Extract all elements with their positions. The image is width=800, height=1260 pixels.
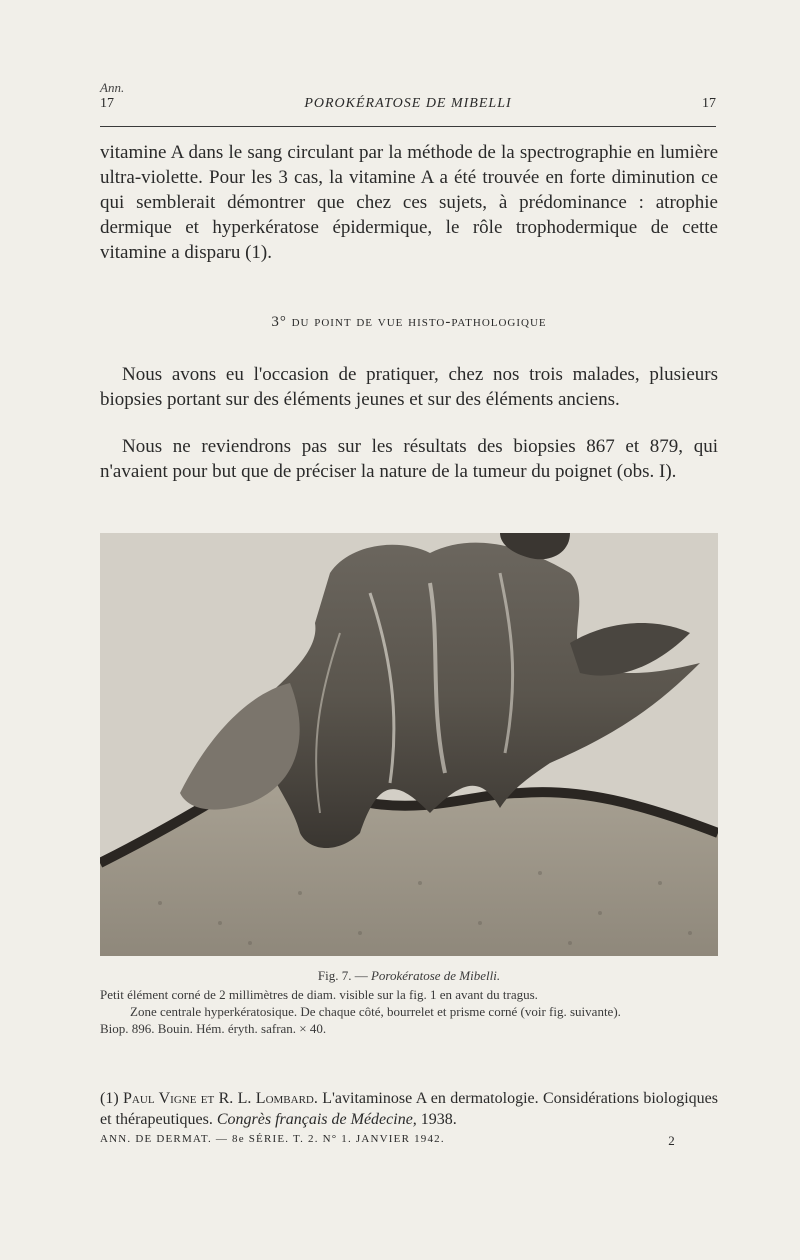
page-number-left: 17 [100,96,114,111]
footnote [100,1088,718,1130]
footer-signature: 2 [668,1133,676,1148]
figure-label: Fig. 7. — [317,968,368,983]
paragraph-3 [100,434,718,484]
figure-title: Porokératose de Mibelli. [370,968,501,983]
journal-abbrev: Ann. [100,80,125,95]
page-number-right: 17 [702,96,716,111]
running-header [100,96,716,120]
paragraph-1-text: vitamine A dans le sang circulant par la méthode de la spectrographie en lumière ultra-violette. Pour les 3 cas, la vitamine A a été trouvée en forte diminution ce qui semblerait démontrer que chez ces sujets, à prédominance : atrophie dermique et hyperkératose épidermique, le rôle trophodermique de cette vitamine a disparu (1). [100,142,718,263]
footnote-year: 1938. [420,1111,457,1128]
paragraph-2 [100,362,718,412]
section-heading: 3° du point de vue histo-pathologique [271,314,547,330]
footnote-marker: (1) [100,1090,119,1107]
figure-caption-line-2: Zone centrale hyperkératosique. De chaque côté, bourrelet et prisme corné (voir fig. suivante). [130,1004,621,1019]
header-rule [100,126,716,127]
footnote-venue: Congrès français de Médecine, [216,1111,417,1128]
footnote-authors: Paul Vigne et R. L. Lombard. [123,1090,318,1107]
paragraph-3-text: Nous ne reviendrons pas sur les résultats des biopsies 867 et 879, qui n'avaient pour but que de préciser la nature de la tumeur du poignet (obs. I). [100,436,718,482]
footer-journal: ANN. DE DERMAT. — 8e SÉRIE. T. 2. N° 1. JANVIER 1942. [100,1133,445,1145]
histology-micrograph [100,533,718,956]
figure-caption-line-1: Petit élément corné de 2 millimètres de diam. visible sur la fig. 1 en avant du tragus. [100,987,538,1002]
paragraph-2-text: Nous avons eu l'occasion de pratiquer, chez nos trois malades, plusieurs biopsies portant sur des éléments jeunes et sur des éléments anciens. [100,364,718,410]
figure-caption-title [100,968,718,984]
running-title: POROKÉRATOSE DE MIBELLI [304,96,512,111]
footnote-text: L'avitaminose A en dermatologie. Considérations biologiques et thérapeutiques. [100,1090,719,1128]
paragraph-1 [100,140,718,265]
figure-caption [100,986,720,1037]
page-footer [100,1133,716,1148]
figure-caption-line-3: Biop. 896. Bouin. Hém. éryth. safran. × 40. [100,1021,327,1036]
